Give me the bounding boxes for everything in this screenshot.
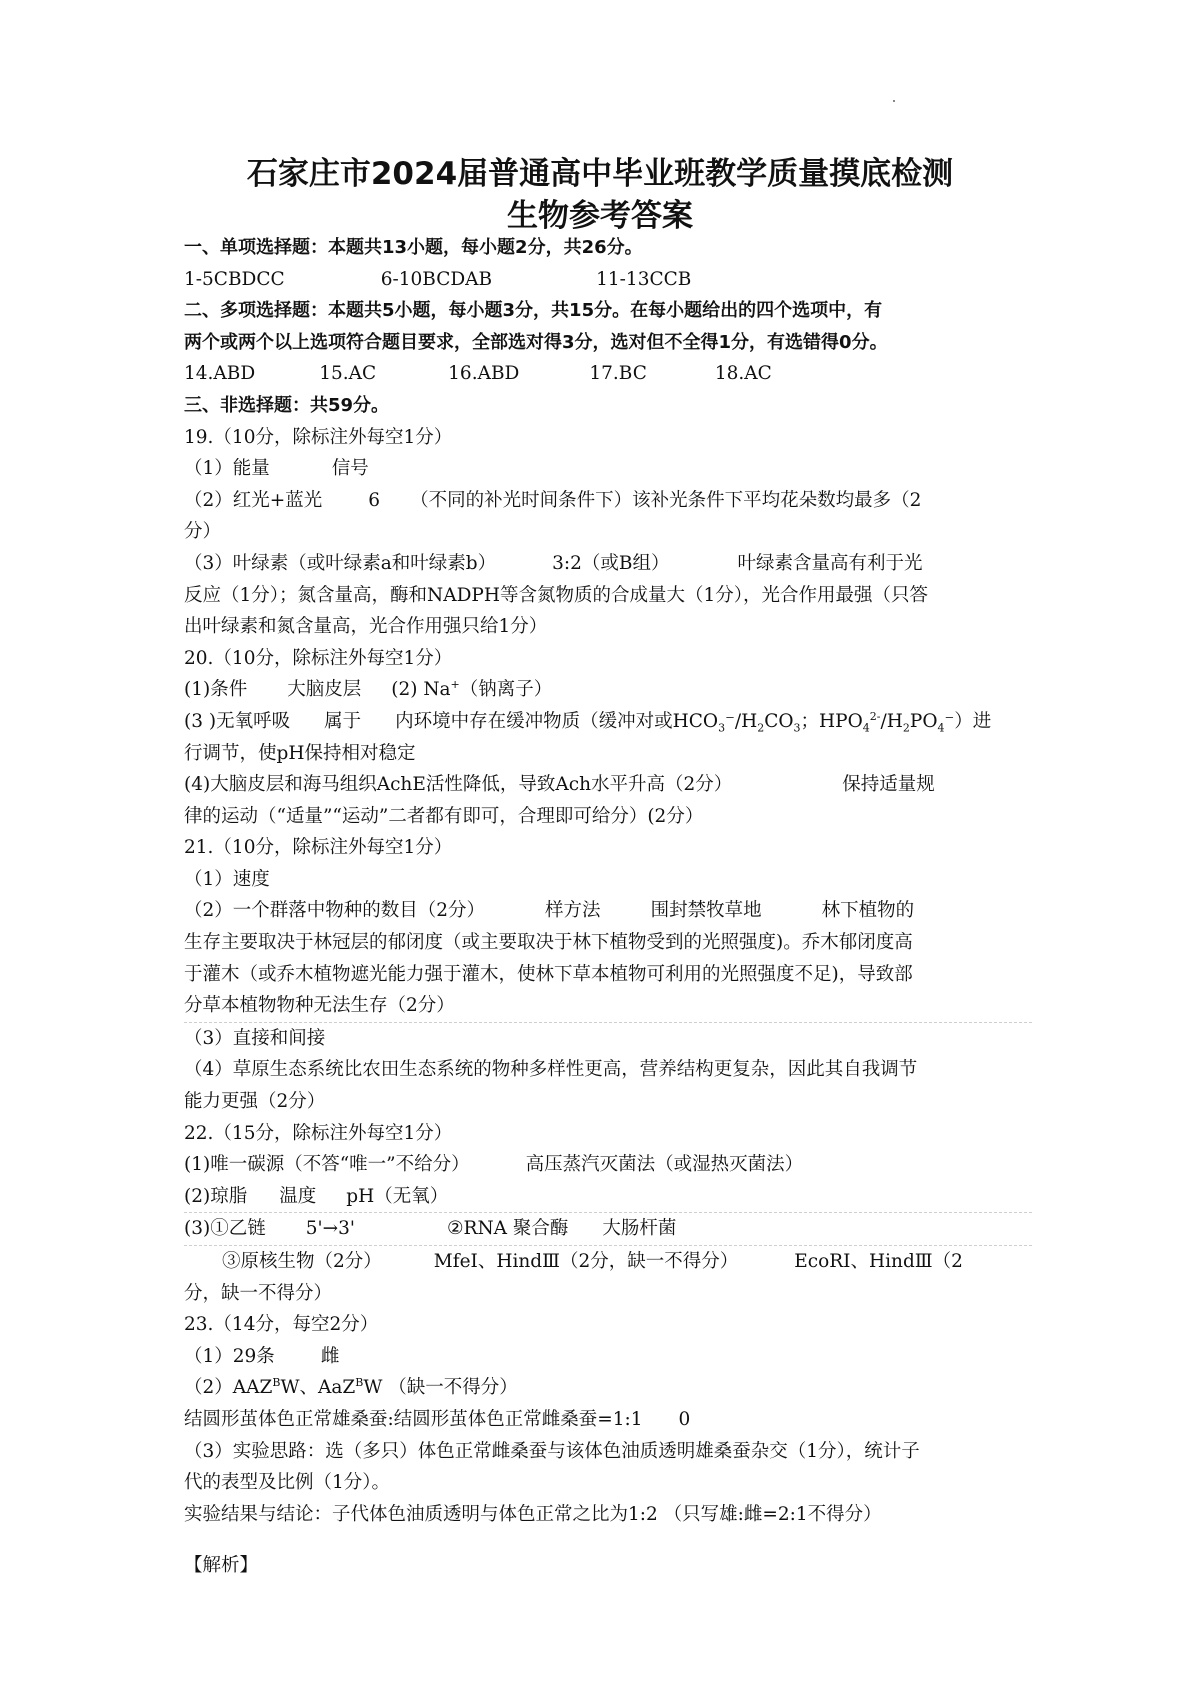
page-subtitle: 生物参考答案	[507, 198, 693, 234]
q20-part4	[184, 769, 1032, 801]
answer-content	[184, 232, 1032, 1582]
q22-p3-answer-d: 大肠杆菌	[602, 1218, 677, 1240]
scan-dot	[893, 100, 895, 102]
q21-part4-cont: 能力更强（2分）	[184, 1091, 326, 1113]
q21-part4: （4）草原生态系统比农田生态系统的物种多样性更高，营养结构更复杂，因此其自我调节	[184, 1059, 918, 1081]
q21-p2-answer-d: 林下植物的	[821, 900, 915, 922]
formula-part: CO	[764, 710, 794, 732]
q20-p2-answer: (2) Na	[391, 679, 451, 701]
q23-p1-answer-b: 雌	[320, 1345, 340, 1367]
formula-part: PO	[909, 710, 938, 732]
q19-p3-answer-b: 3:2（或B组）	[552, 552, 670, 574]
q21-p2-answer-b: 样方法	[545, 900, 601, 922]
answer-17: 17.BC	[589, 363, 647, 385]
q21-part2-cont3: 分草本植物物种无法生存（2分）	[184, 990, 1032, 1023]
q19-header: 19.（10分，除标注外每空1分）	[184, 426, 453, 448]
subscript: 3	[718, 721, 726, 735]
q20-p3-answer-a: (3 )无氧呼吸	[184, 710, 291, 732]
answer-6-10: 6-10BCDAB	[380, 268, 493, 290]
q22-part3-cont	[184, 1246, 1032, 1278]
q20-header: 20.（10分，除标注外每空1分）	[184, 647, 453, 669]
q21-part3: （3）直接和间接	[184, 1027, 326, 1049]
section-3-heading: 三、非选择题：共59分。	[184, 394, 390, 416]
q19-p1-answer-b: 信号	[331, 458, 369, 480]
analysis-heading: 【解析】	[184, 1555, 259, 1577]
q20-p4-answer-b: 保持适量规	[842, 774, 935, 796]
q23-part3-cont: 代的表型及比例（1分）。	[184, 1472, 391, 1494]
q20-part1-2	[184, 674, 1032, 706]
q19-p3-answer-a: （3）叶绿素（或叶绿素a和叶绿素b）	[184, 552, 497, 574]
formula-part: /H	[880, 710, 903, 732]
q23-part3-result: 实验结果与结论：子代体色油质透明与体色正常之比为1:2 （只写雄:雌=2:1不得分）	[184, 1503, 882, 1525]
q22-p1-answer-a: (1)唯一碳源（不答“唯一”不给分）	[184, 1154, 470, 1176]
subscript: 3	[793, 721, 801, 735]
q20-p4-answer-a: (4)大脑皮层和海马组织AchE活性降低，导致Ach水平升高（2分）	[184, 774, 733, 796]
genotype-part: （2）AAZ	[184, 1377, 273, 1399]
q22-p3-answer-e: ③原核生物（2分）	[222, 1251, 382, 1272]
subscript: 4	[862, 721, 870, 735]
q20-p1-answer-b: 大脑皮层	[287, 679, 362, 701]
q21-header: 21.（10分，除标注外每空1分）	[184, 837, 453, 859]
formula-part: ⁻）进	[944, 710, 992, 732]
q19-p2-answer-a: （2）红光+蓝光	[184, 489, 323, 511]
q21-part2-cont1: 生存主要取决于林冠层的郁闭度（或主要取决于林下植物受到的光照强度)。乔木郁闭度高	[184, 932, 913, 954]
superscript: 2-	[869, 709, 881, 723]
q21-p2-answer-c: 围封禁牧草地	[650, 900, 762, 922]
q23-part3: （3）实验思路：选（多只）体色正常雌桑蚕与该体色油质透明雄桑蚕杂交（1分），统计子	[184, 1440, 920, 1462]
q22-header: 22.（15分，除标注外每空1分）	[184, 1122, 453, 1144]
q19-p2-answer-b: 6	[368, 489, 381, 511]
q23-part2-cont	[184, 1404, 1032, 1436]
subscript: 2	[757, 721, 765, 735]
q23-p2-ratio: 结圆形茧体色正常雄桑蚕:结圆形茧体色正常雌桑蚕=1:1	[184, 1408, 643, 1430]
answer-15: 15.AC	[319, 363, 377, 385]
q19-p3-answer-c: 叶绿素含量高有利于光	[737, 552, 923, 574]
q20-part4-cont: 律的运动（“适量”“运动”二者都有即可，合理即可给分）(2分）	[184, 805, 704, 827]
q20-part3	[184, 706, 1032, 738]
section-2-answers	[184, 358, 1032, 390]
q19-part3-cont1: 反应（1分）；氮含量高，酶和NADPH等含氮物质的合成量大（1分），光合作用最强（只答	[184, 584, 929, 606]
q20-p3-answer-c: 内环境中存在缓冲物质（缓冲对或HCO	[395, 710, 719, 732]
section-2-heading-line1: 二、多项选择题：本题共5小题，每小题3分，共15分。在每小题给出的四个选项中，有	[184, 300, 883, 322]
section-1-heading: 一、单项选择题：本题共13小题，每小题2分，共26分。	[184, 237, 643, 258]
sodium-charge: +	[450, 678, 460, 692]
answer-16: 16.ABD	[448, 363, 520, 385]
answer-18: 18.AC	[714, 363, 772, 385]
subscript: 2	[902, 721, 910, 735]
section-1-answers	[184, 264, 1032, 296]
section-2-heading-line2: 两个或两个以上选项符合题目要求，全部选对得3分，选对但不全得1分，有选错得0分。	[184, 331, 888, 353]
q23-part2	[184, 1372, 1032, 1404]
q20-part3-cont: 行调节，使pH保持相对稳定	[184, 742, 416, 764]
q22-p3-answer-c: ②RNA 聚合酶	[446, 1218, 569, 1240]
q21-part2	[184, 895, 1032, 927]
superscript: B	[355, 1376, 364, 1390]
q23-p2-answer-e: 0	[678, 1408, 691, 1430]
q19-part2-cont: 分）	[184, 521, 222, 543]
q19-p2-answer-c: （不同的补光时间条件下）该补光条件下平均花朵数均最多（2	[410, 489, 922, 511]
answer-14: 14.ABD	[184, 363, 256, 385]
formula-part: ；HPO	[800, 710, 863, 732]
superscript: B	[272, 1376, 281, 1390]
q23-part1	[184, 1341, 1032, 1373]
q22-part3	[184, 1213, 1032, 1246]
q23-p1-answer-a: （1）29条	[184, 1345, 275, 1367]
q19-p1-answer-a: （1）能量	[184, 458, 270, 480]
formula-part: ⁻/H	[725, 710, 758, 732]
q22-p3-answer-f: MfeI、HindⅢ（2分，缺一不得分）	[433, 1251, 739, 1272]
q21-part1: （1）速度	[184, 868, 270, 890]
q20-p1-answer-a: (1)条件	[184, 679, 248, 701]
q22-p3-answer-b: 5'→3'	[305, 1218, 355, 1240]
q22-p2-answer-c: pH（无氧）	[346, 1185, 449, 1207]
q22-part2	[184, 1181, 1032, 1214]
q21-p2-answer-a: （2）一个群落中物种的数目（2分）	[184, 900, 486, 922]
q22-p2-answer-b: 温度	[279, 1185, 317, 1207]
page-title: 石家庄市2024届普通高中毕业班教学质量摸底检测	[246, 156, 954, 192]
genotype-note: W （缺一不得分）	[363, 1377, 518, 1399]
q19-part3	[184, 548, 1032, 580]
q21-part2-cont2: 于灌木（或乔木植物遮光能力强于灌木，使林下草本植物可利用的光照强度不足)，导致部	[184, 963, 913, 985]
q19-part1	[184, 453, 1032, 485]
q23-header: 23.（14分，每空2分）	[184, 1314, 379, 1336]
answer-11-13: 11-13CCB	[596, 268, 692, 290]
subscript: 4	[937, 721, 945, 735]
q22-part3-cont2: 分，缺一不得分）	[184, 1282, 333, 1304]
q19-part3-cont2: 出叶绿素和氮含量高，光合作用强只给1分）	[184, 616, 548, 638]
answer-1-5: 1-5CBDCC	[184, 268, 285, 290]
q22-part1	[184, 1149, 1032, 1181]
q20-p2-note: （钠离子）	[459, 679, 553, 701]
q19-part2	[184, 485, 1032, 517]
q20-p3-answer-b: 属于	[324, 710, 362, 732]
q22-p2-answer-a: (2)琼脂	[184, 1185, 248, 1207]
q22-p1-answer-b: 高压蒸汽灭菌法（或湿热灭菌法）	[525, 1154, 804, 1176]
genotype-part: W、AaZ	[280, 1377, 356, 1399]
q22-p3-answer-a: (3)①乙链	[184, 1218, 266, 1240]
q22-p3-answer-g: EcoRI、HindⅢ（2	[794, 1251, 963, 1272]
